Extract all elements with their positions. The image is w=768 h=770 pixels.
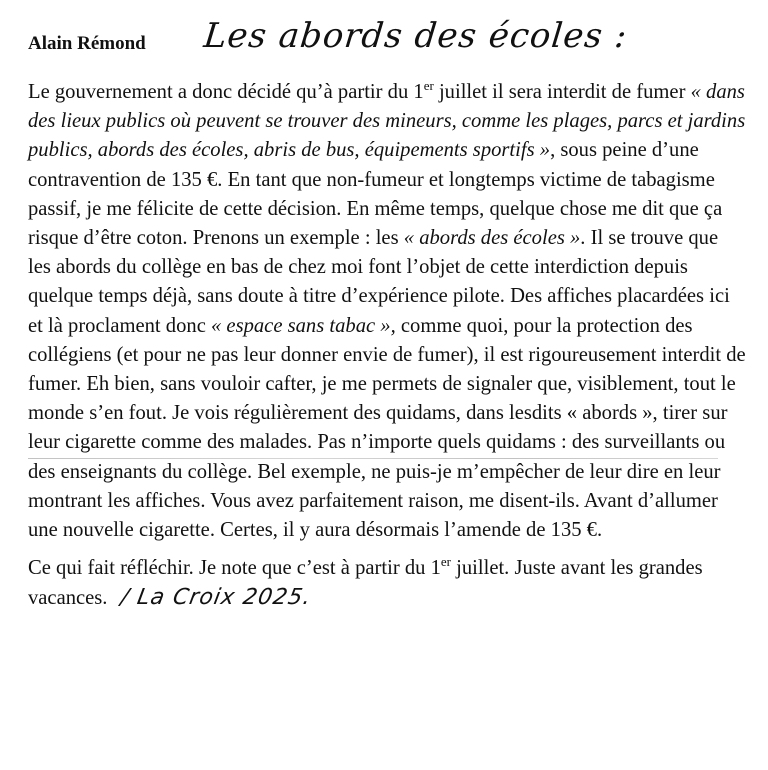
handwritten-source-signature: / La Croix 2025.: [119, 585, 314, 611]
p1-text-c: , sous peine d’une contravention de 135 €. En tant que non-fumeur et longtemps victime de tabagisme passif, je me félicite de cette décision. En même temps, quelque chose me dit que ça risque d’être coton. Prenons un exemple : les: [28, 139, 723, 250]
p1-quote-public-places: « dans des lieux publics où peuvent se trouver des mineurs, comme les plages, parcs et jardins publics, abords des écoles, abris de bus, équipements sportifs »: [28, 81, 746, 162]
p1-quote-school-surroundings: « abords des écoles »: [403, 227, 581, 250]
p2-text-b: juillet. Juste avant les grandes vacances.: [28, 557, 703, 610]
p1-text-d: . Il se trouve que les abords du collège en bas de chez moi font l’objet de cette interdiction depuis quelque temps déjà, sans doute à titre d’expérience pilote. Des affiches placardées ici et là proclament donc: [28, 227, 730, 337]
p1-superscript: er: [423, 78, 434, 93]
p1-text-e: comme quoi, pour la protection des collégiens (et pour ne pas leur donner envie de fumer), il est rigoureusement interdit de fumer. Eh bien, sans vouloir cafter, je me permets de signaler que, visiblement, tout le monde s’en fout. Je vois régulièrement des quidams, dans lesdits « abords », tirer sur leur cigarette comme des malades. Pas n’importe quels quidams : des surveillants ou des enseignants du collège. Bel exemple, ne puis-je m’empêcher de leur dire en leur montrant les affiches. Vous avez parfaitement raison, me disent-ils. Avant d’allumer une nouvelle cigarette. Certes, il y aura désormais l’amende de 135 €.: [28, 314, 746, 542]
paragraph-1: [28, 78, 746, 545]
p2-text-a: Ce qui fait réfléchir. Je note que c’est à partir du 1: [28, 557, 441, 580]
p1-quote-no-tobacco: « espace sans tabac »,: [210, 314, 396, 337]
author-name: Alain Rémond: [28, 33, 146, 54]
handwritten-title: Les abords des écoles :: [201, 16, 630, 56]
paragraph-2: [28, 554, 746, 613]
article-body: [28, 78, 746, 614]
p2-superscript: er: [440, 554, 451, 570]
p1-text-b: juillet il sera interdit de fumer: [433, 81, 691, 103]
scan-artifact-line: [28, 458, 718, 459]
p1-text-a: Le gouvernement a donc décidé qu’à partir du 1: [28, 81, 424, 103]
article-header: [28, 16, 748, 72]
